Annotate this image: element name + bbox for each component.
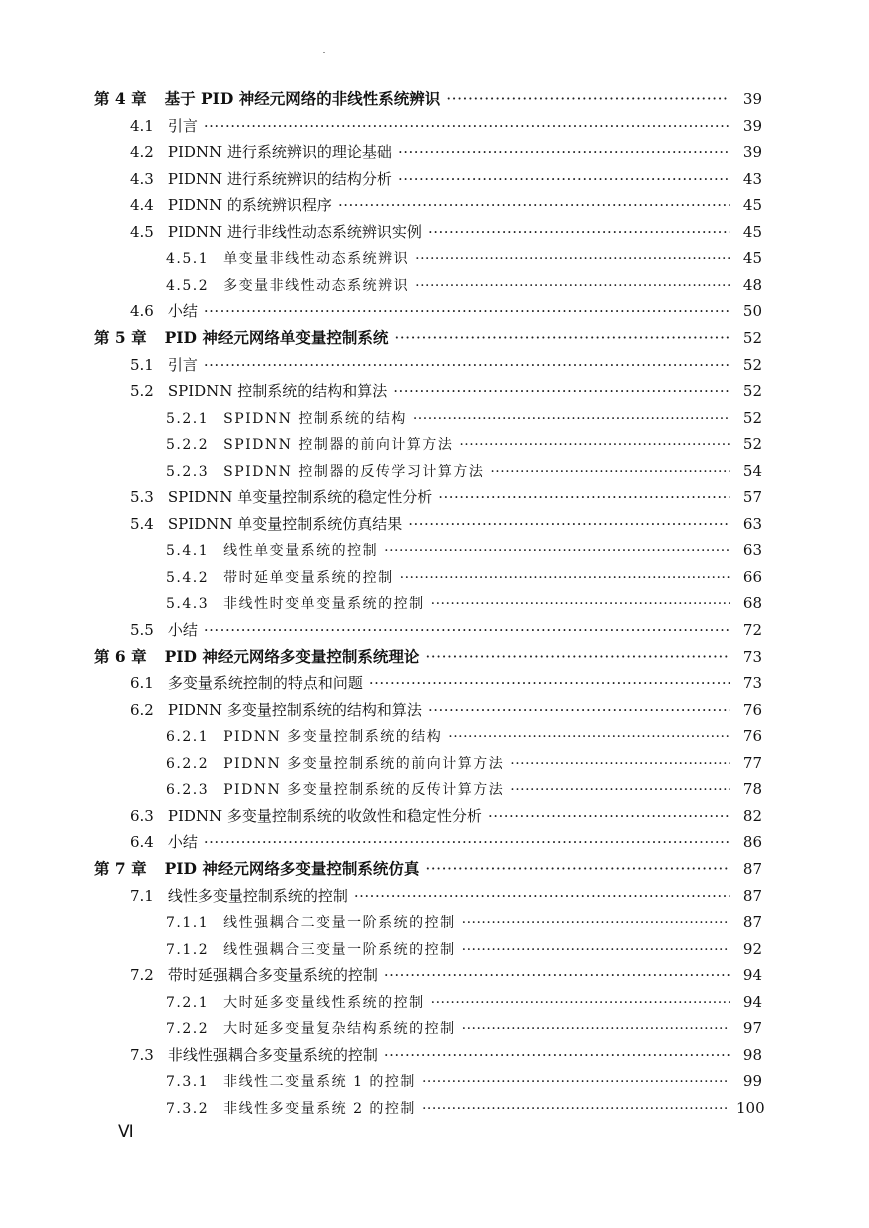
toc-subsection-entry[interactable] [166,458,762,484]
toc-entry-title: PID 神经元网络多变量控制系统理论 [164,646,420,666]
toc-entry-number: 7.3 [130,1045,154,1064]
toc-dot-leader [462,910,730,936]
toc-entry-title: 单变量非线性动态系统辨识 [223,251,410,268]
toc-entry-number: 4.5 [130,222,154,241]
toc-entry-number: 5.3 [130,488,154,507]
toc-section-entry[interactable] [130,113,762,139]
toc-entry-number: 4.6 [130,302,154,321]
toc-dot-leader [398,139,730,165]
toc-entry-title: PID 神经元网络单变量控制系统 [164,327,389,347]
toc-chapter-entry[interactable] [94,86,762,112]
toc-entry-title: 小结 [167,833,198,852]
toc-dot-leader [204,352,730,378]
toc-page-number: 76 [742,700,762,719]
toc-entry-title: 带时延单变量系统的控制 [223,569,394,586]
toc-page-number: 87 [742,859,762,878]
toc-entry-title: SPIDNN 控制器的前向计算方法 [223,437,454,454]
toc-entry-title: 多变量系统控制的特点和问题 [167,674,363,693]
toc-dot-leader [384,538,730,564]
toc-page-number: 68 [742,594,762,613]
toc-entry-number: 7.2.2 [166,1021,210,1038]
toc-page-number: 50 [742,302,762,321]
toc-page-number: 39 [742,143,762,162]
toc-entry-number: 6.1 [130,674,154,693]
toc-dot-leader [338,192,730,218]
toc-section-entry[interactable] [130,883,762,909]
toc-chapter-entry[interactable] [94,325,762,351]
toc-entry-number: 5.2.1 [166,410,210,427]
toc-page-number: 86 [742,833,762,852]
toc-entry-number: 5.4.1 [166,543,210,560]
toc-entry-number: 4.1 [130,116,154,135]
toc-dot-leader [459,432,730,458]
toc-entry-number: 5.4 [130,514,154,533]
toc-entry-title: 线性单变量系统的控制 [223,543,379,560]
toc-entry-title: PIDNN 多变量控制系统的结构和算法 [167,700,422,719]
toc-subsection-entry[interactable] [166,405,762,431]
toc-entry-number: 7.2 [130,966,154,985]
toc-dot-leader [510,751,730,777]
toc-section-entry[interactable] [130,803,762,829]
toc-page-number: 57 [742,488,762,507]
toc-entry-title: 非线性强耦合多变量系统的控制 [167,1045,378,1064]
toc-section-entry[interactable] [130,1042,762,1068]
toc-entry-number: 5.2.2 [166,437,210,454]
toc-dot-leader [488,803,730,829]
toc-dot-leader [490,459,730,485]
toc-dot-leader [393,378,730,404]
toc-page-number: 98 [742,1045,762,1064]
toc-dot-leader [422,1096,730,1122]
toc-dot-leader [438,484,730,510]
toc-section-entry[interactable] [130,697,762,723]
toc-dot-leader [448,724,730,750]
toc-entry-number: 第 6 章 [94,646,147,666]
toc-section-entry[interactable] [130,962,762,988]
toc-entry-number: 6.2.3 [166,782,210,799]
toc-entry-number: 第 5 章 [94,327,147,347]
toc-chapter-entry[interactable] [94,644,762,670]
toc-entry-title: 引言 [167,116,198,135]
toc-page-number: 43 [742,169,762,188]
toc-page-number: 97 [742,1019,762,1038]
toc-dot-leader [384,1042,730,1068]
toc-page-number: 87 [742,913,762,932]
toc-entry-number: 第 4 章 [94,89,147,108]
toc-entry-title: SPIDNN 控制系统的结构 [223,410,407,427]
toc-subsection-entry[interactable] [166,537,762,563]
toc-entry-number: 4.3 [130,169,154,188]
toc-section-entry[interactable] [130,352,762,378]
toc-dot-leader [431,990,730,1016]
toc-page-number: 99 [742,1072,762,1091]
toc-chapter-entry[interactable] [94,856,762,882]
toc-dot-leader [204,298,730,324]
toc-page-number: 45 [742,249,762,268]
toc-dot-leader [400,565,730,591]
toc-dot-leader [354,883,730,909]
toc-entry-number: 6.2 [130,700,154,719]
toc-entry-number: 7.3.1 [166,1074,210,1091]
toc-subsection-entry[interactable] [166,909,762,935]
toc-entry-number: 7.1.1 [166,915,210,932]
toc-subsection-entry[interactable] [166,750,762,776]
toc-entry-title: SPIDNN 单变量控制系统的稳定性分析 [167,488,433,507]
toc-entry-title: 带时延强耦合多变量系统的控制 [167,966,378,985]
toc-entry-title: PIDNN 进行系统辨识的理论基础 [167,143,392,162]
toc-section-entry[interactable] [130,617,762,643]
toc-subsection-entry[interactable] [166,1068,762,1094]
toc-page-number: 52 [742,435,762,454]
toc-entry-title: 基于 PID 神经元网络的非线性系统辨识 [164,89,441,108]
toc-dot-leader [398,166,730,192]
toc-dot-leader [415,246,730,272]
toc-page-number: 45 [742,196,762,215]
toc-section-entry[interactable] [130,298,762,324]
toc-page-number: 77 [742,753,762,772]
toc-entry-title: 线性多变量控制系统的控制 [167,886,348,905]
scan-speck [323,52,325,53]
toc-entry-number: 5.1 [130,355,154,374]
toc-subsection-entry[interactable] [166,776,762,802]
toc-page-number: 78 [742,780,762,799]
toc-section-entry[interactable] [130,670,762,696]
toc-entry-number: 6.4 [130,833,154,852]
toc-entry-number: 5.5 [130,621,154,639]
toc-subsection-entry[interactable] [166,989,762,1015]
toc-page-number: 54 [742,461,762,480]
toc-dot-leader [369,670,730,696]
toc-entry-number: 5.4.3 [166,596,210,613]
toc-entry-number: 4.5.2 [166,277,210,294]
toc-page-number: 72 [742,621,762,639]
toc-subsection-entry[interactable] [166,936,762,962]
toc-entry-number: 6.2.2 [166,755,210,772]
toc-entry-title: 线性强耦合三变量一阶系统的控制 [223,941,456,958]
toc-entry-title: PIDNN 进行系统辨识的结构分析 [167,169,392,188]
toc-page-number: 52 [742,408,762,427]
toc-dot-leader [408,511,730,537]
toc-entry-number: 7.2.1 [166,994,210,1011]
toc-page-number: 87 [742,886,762,905]
toc-entry-number: 6.2.1 [166,729,210,746]
toc-dot-leader [425,644,730,670]
toc-section-entry[interactable] [130,829,762,855]
toc-entry-title: SPIDNN 控制器的反传学习计算方法 [223,463,485,480]
toc-entry-title: 小结 [167,621,198,639]
toc-page-number: 63 [742,541,762,560]
toc-page-number: 82 [742,806,762,825]
toc-entry-number: 7.1.2 [166,941,210,958]
toc-section-entry[interactable] [130,166,762,192]
toc-page-number: 52 [742,382,762,401]
toc-page-number: 63 [742,514,762,533]
toc-section-entry[interactable] [130,511,762,537]
toc-entry-title: 非线性多变量系统 2 的控制 [223,1100,416,1117]
toc-section-entry[interactable] [130,139,762,165]
toc-entry-title: 小结 [167,302,198,321]
toc-dot-leader [510,777,730,803]
toc-entry-title: 多变量非线性动态系统辨识 [223,277,410,294]
toc-entry-title: PIDNN 多变量控制系统的收敛性和稳定性分析 [167,806,482,825]
toc-subsection-entry[interactable] [166,723,762,749]
toc-entry-number: 7.1 [130,886,154,905]
toc-page-number: 45 [742,222,762,241]
toc-entry-number: 6.3 [130,806,154,825]
toc-dot-leader [413,406,730,432]
toc-section-entry[interactable] [130,192,762,218]
toc-dot-leader [446,86,730,112]
toc-entry-number: 4.4 [130,196,154,215]
toc-subsection-entry[interactable] [166,272,762,298]
toc-entry-title: 非线性时变单变量系统的控制 [223,596,425,613]
toc-entry-title: PID 神经元网络多变量控制系统仿真 [164,858,420,878]
toc-entry-title: 大时延多变量线性系统的控制 [223,994,425,1011]
toc-entry-title: 线性强耦合二变量一阶系统的控制 [223,915,456,932]
toc-page-number: 100 [736,1098,765,1117]
toc-entry-title: 大时延多变量复杂结构系统的控制 [223,1021,456,1038]
toc-page-number: 52 [742,355,762,374]
toc-page-number: 94 [742,966,762,985]
toc-entry-title: PIDNN 多变量控制系统的反传计算方法 [223,782,505,799]
toc-entry-title: SPIDNN 控制系统的结构和算法 [167,382,388,401]
toc-entry-number: 4.2 [130,143,154,162]
toc-dot-leader [204,113,730,139]
toc-entry-title: SPIDNN 单变量控制系统仿真结果 [167,514,403,533]
toc-dot-leader [428,697,730,723]
toc-page-number: 73 [742,647,762,666]
toc-dot-leader [428,219,730,245]
toc-dot-leader [422,1069,730,1095]
toc-entry-title: PIDNN 多变量控制系统的结构 [223,729,443,746]
toc-entry-number: 5.2.3 [166,463,210,480]
toc-page-number: 48 [742,275,762,294]
toc-dot-leader [204,829,730,855]
toc-dot-leader [462,937,730,963]
toc-entry-title: PIDNN 进行非线性动态系统辨识实例 [167,222,422,241]
toc-page-number: 94 [742,992,762,1011]
toc-page-number: 39 [742,116,762,135]
toc-subsection-entry[interactable] [166,590,762,616]
toc-page-number: 76 [742,727,762,746]
toc-dot-leader [204,617,730,643]
toc-section-entry[interactable] [130,484,762,510]
toc-entry-title: 非线性二变量系统 1 的控制 [223,1074,416,1091]
toc-section-entry[interactable] [130,219,762,245]
toc-dot-leader [431,591,730,617]
toc-dot-leader [415,273,730,299]
toc-subsection-entry[interactable] [166,245,762,271]
toc-section-entry[interactable] [130,378,762,404]
toc-entry-number: 5.4.2 [166,569,210,586]
toc-entry-title: 引言 [167,355,198,374]
toc-entry-number: 4.5.1 [166,251,210,268]
toc-page-number: 39 [742,90,762,108]
toc-dot-leader [384,962,730,988]
toc-dot-leader [462,1016,730,1042]
toc-subsection-entry[interactable] [166,431,762,457]
toc-page-number: 66 [742,567,762,586]
toc-subsection-entry[interactable] [166,1015,762,1041]
toc-entry-number: 第 7 章 [94,858,147,878]
toc-dot-leader [394,325,730,351]
toc-page-number: 92 [742,939,762,958]
toc-entry-number: 5.2 [130,382,154,401]
toc-entry-title: PIDNN 的系统辨识程序 [167,196,332,215]
toc-subsection-entry[interactable] [166,564,762,590]
toc-entry-title: PIDNN 多变量控制系统的前向计算方法 [223,755,505,772]
toc-dot-leader [425,856,730,882]
toc-page-number: 73 [742,674,762,693]
toc-entry-number: 7.3.2 [166,1100,210,1117]
toc-page-number: 52 [742,328,762,347]
page-folio: Ⅵ [118,1122,134,1141]
toc-subsection-entry[interactable] [166,1095,765,1121]
